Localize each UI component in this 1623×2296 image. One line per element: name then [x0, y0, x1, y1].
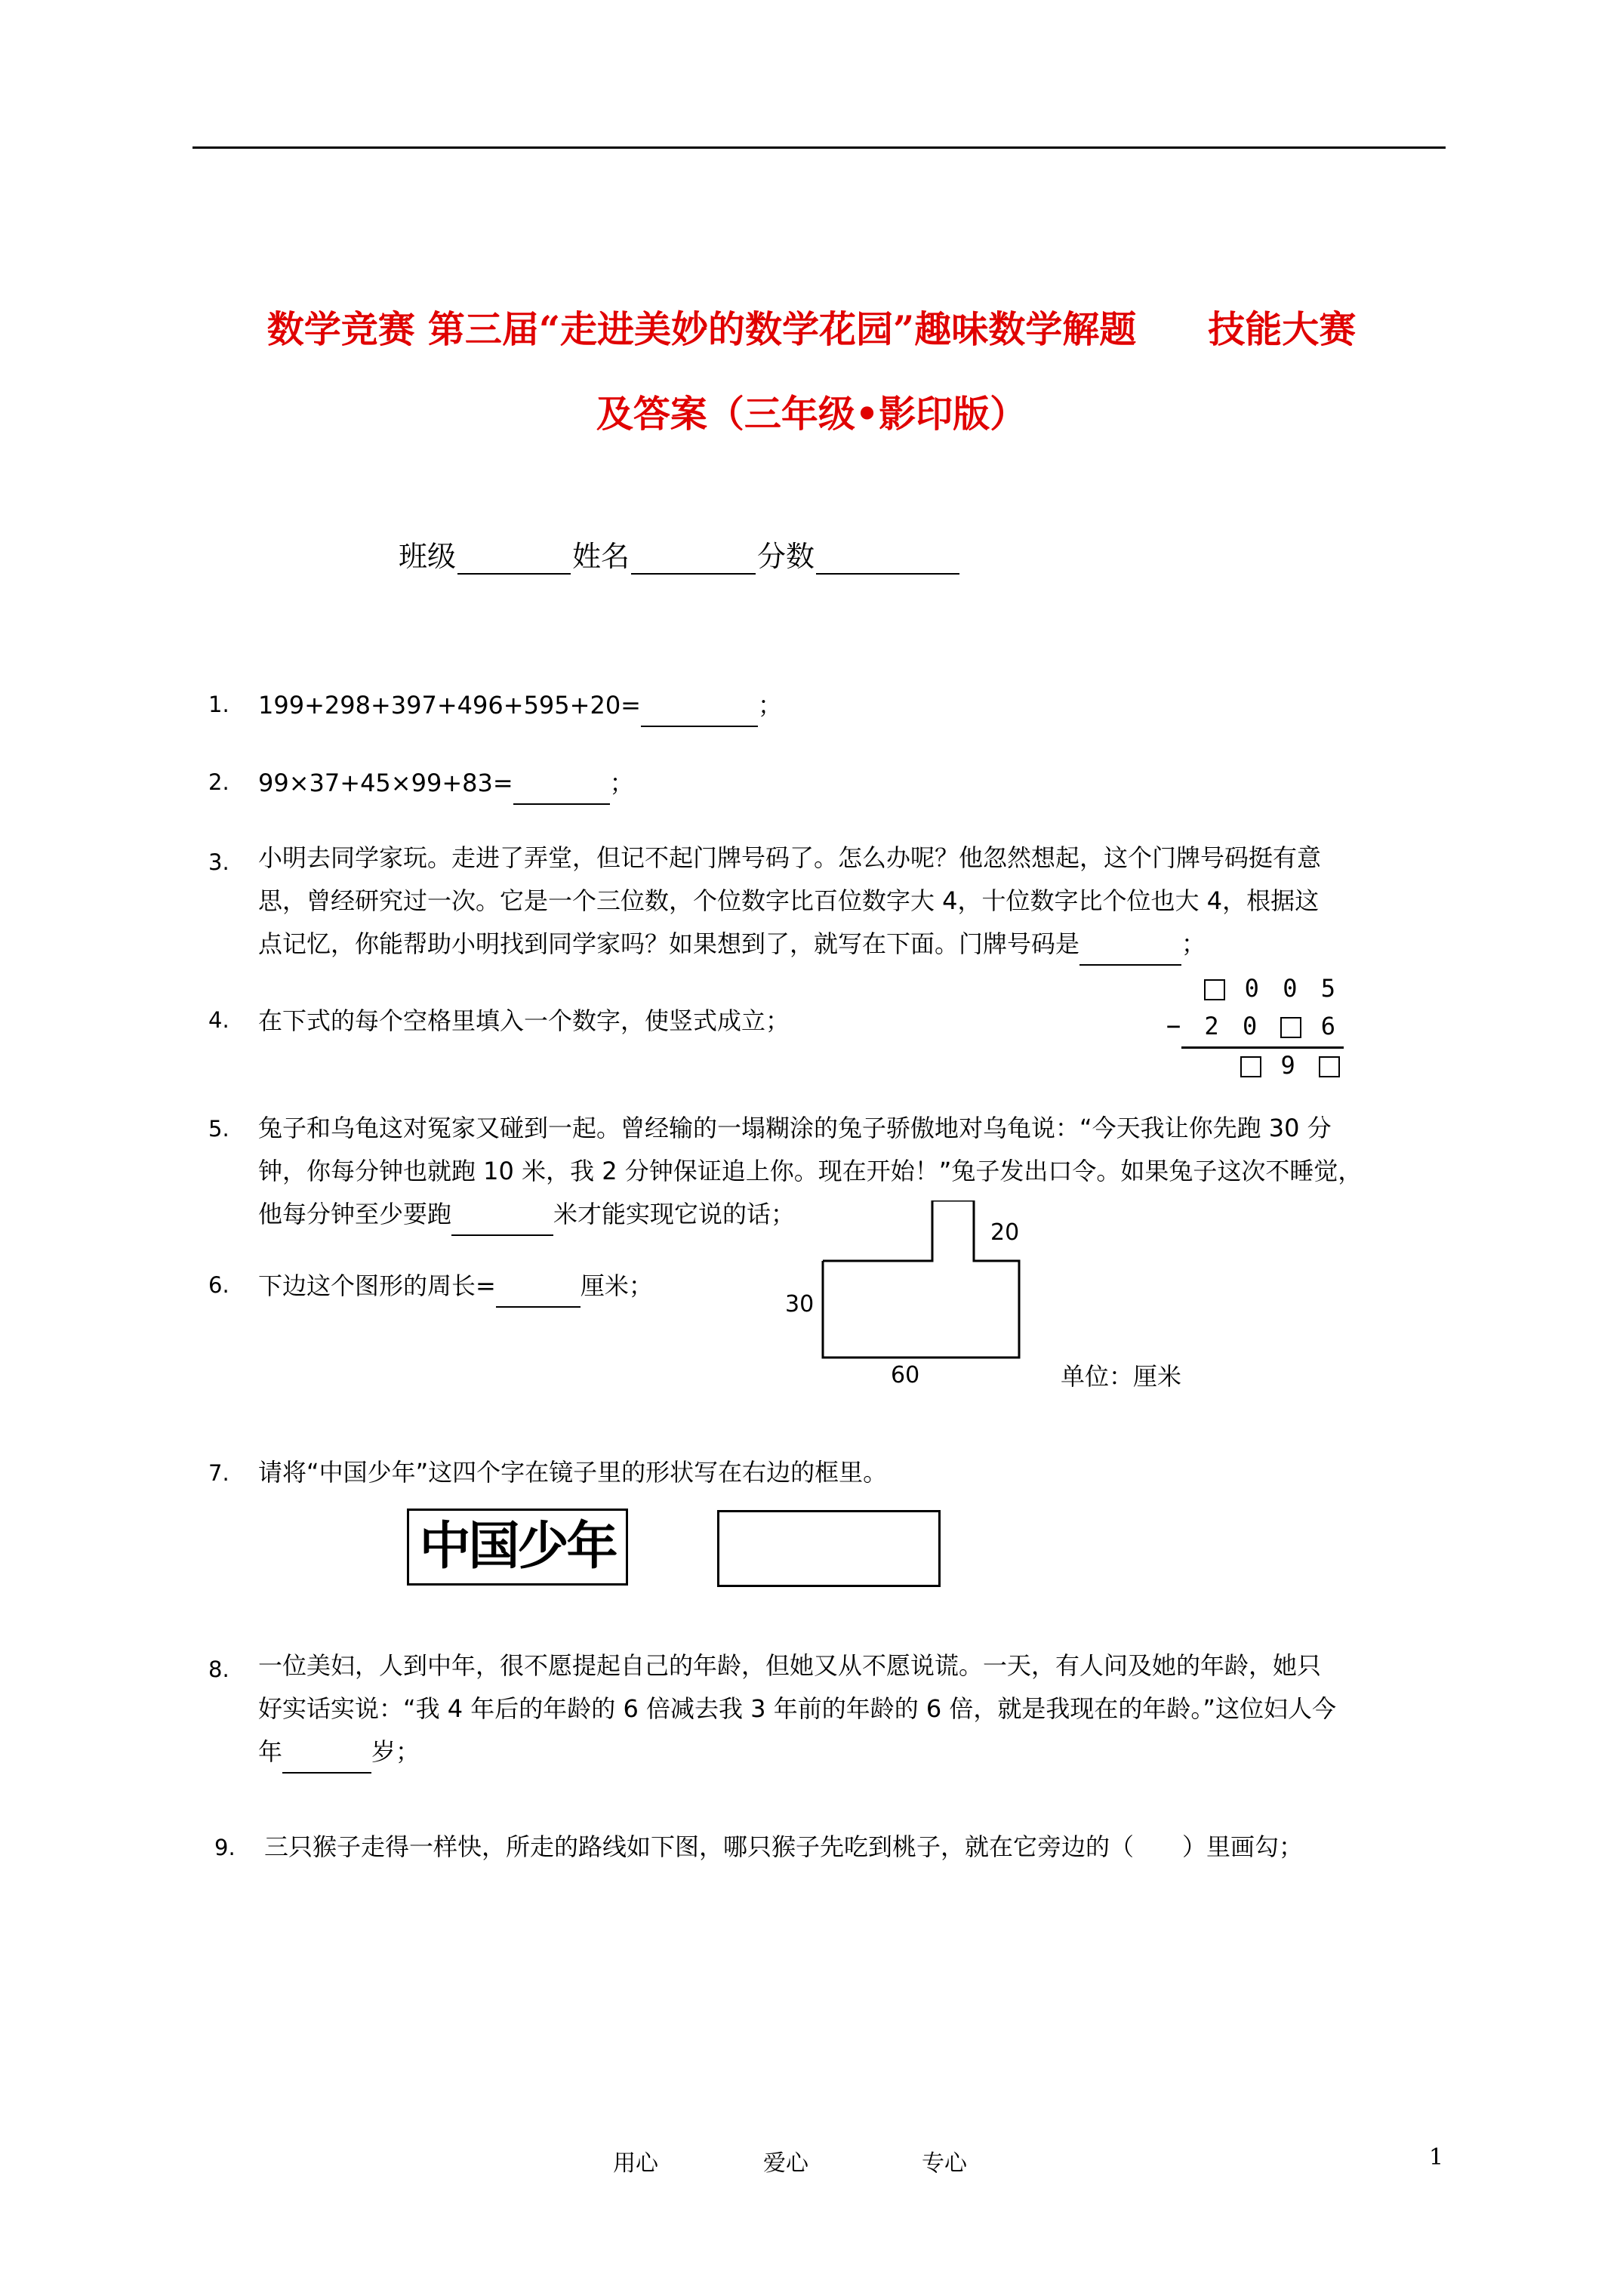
question-8-line-2: 好实话实说：“我 4 年后的年龄的 6 倍减去我 3 年前的年龄的 6 倍，就是我现在的年龄。”这位妇人今 [258, 1694, 1336, 1723]
answer-blank-5 [451, 1210, 553, 1236]
arith-row-2-last: 6 [1320, 1012, 1340, 1040]
question-6 [258, 1265, 653, 1308]
question-number-5: 5. [208, 1116, 229, 1142]
question-8-line-3-text: 年 [258, 1737, 283, 1766]
question-9: 三只猴子走得一样快，所走的路线如下图，哪只猴子先吃到桃子，就在它旁边的（ ）里画勾； [264, 1832, 1304, 1861]
blank-box [1240, 1056, 1261, 1077]
question-number-2: 2. [208, 769, 229, 795]
question-3-line-2: 思，曾经研究过一次。它是一个三位数，个位数字比百位数字大 4，十位数字比个位也大 4，根据这 [258, 886, 1320, 915]
label-30: 30 [785, 1291, 815, 1318]
question-8-line-1: 一位美妇，人到中年，很不愿提起自己的年龄，但她又从不愿说谎。一天，有人问及她的年龄，她只 [258, 1651, 1322, 1680]
name-blank [631, 544, 756, 575]
question-number-6: 6. [208, 1272, 229, 1298]
question-number-7: 7. [208, 1460, 229, 1486]
header-rule [192, 146, 1446, 149]
question-3 [258, 837, 1321, 966]
question-8 [258, 1644, 1336, 1774]
question-8-line-3 [258, 1730, 1336, 1774]
question-number-4: 4. [208, 1007, 229, 1033]
answer-blank-6 [496, 1282, 581, 1308]
answer-blank-2 [513, 779, 610, 805]
minus-sign: − [1166, 1012, 1186, 1040]
class-blank [457, 544, 571, 575]
student-info-line [399, 533, 961, 575]
blank-box [1204, 979, 1225, 1000]
question-2-tail: ； [609, 769, 634, 797]
question-7: 请将“中国少年”这四个字在镜子里的形状写在右边的框里。 [258, 1458, 888, 1487]
question-1-text: 199+298+397+496+595+20= [258, 691, 641, 720]
title-part-b: 技能大赛 [1208, 307, 1357, 351]
question-number-8: 8. [208, 1657, 229, 1682]
question-3-line-3-text: 点记忆，你能帮助小明找到同学家吗？如果想到了，就写在下面。门牌号码是 [258, 929, 1080, 958]
footer-text-2: 爱心 [763, 2150, 808, 2177]
question-1-tail: ； [757, 691, 782, 720]
blank-box [1319, 1056, 1340, 1077]
question-5-line-3-text: 他每分钟至少要跑 [258, 1200, 452, 1228]
question-8-tail: 岁； [371, 1737, 420, 1766]
answer-blank-3 [1079, 940, 1181, 966]
question-1 [258, 684, 782, 727]
perimeter-figure [785, 1200, 1230, 1397]
question-3-line-3 [258, 923, 1321, 966]
unit-label: 单位：厘米 [1061, 1362, 1182, 1391]
mirror-answer-box[interactable] [717, 1510, 941, 1587]
arith-row-1 [1204, 974, 1340, 1003]
label-20: 20 [990, 1219, 1020, 1246]
question-2-text: 99×37+45×99+83= [258, 769, 513, 797]
question-number-9: 9. [214, 1835, 236, 1860]
question-6-text: 下边这个图形的周长= [258, 1271, 496, 1300]
arith-underline [1181, 1046, 1344, 1049]
question-5-line-1: 兔子和乌龟这对冤家又碰到一起。曾经输的一塌糊涂的兔子骄傲地对乌龟说：“今天我让你先跑 30 分 [258, 1114, 1332, 1142]
label-60: 60 [891, 1362, 920, 1388]
page-number: 1 [1429, 2144, 1444, 2171]
arith-row-2 [1166, 1012, 1340, 1040]
blank-box [1280, 1017, 1301, 1038]
vertical-subtraction [1166, 974, 1340, 1087]
document-title-line2: 及答案（三年级•影印版） [596, 392, 1027, 436]
arith-row-3 [1240, 1051, 1340, 1080]
arith-row-1-digits: 0 0 5 [1244, 974, 1340, 1003]
score-label: 分数 [757, 540, 815, 573]
question-6-tail: 厘米； [580, 1271, 653, 1300]
question-5-tail: 米才能实现它说的话； [553, 1200, 796, 1228]
name-label: 姓名 [572, 540, 630, 573]
question-number-3: 3. [208, 849, 229, 875]
answer-blank-1 [641, 701, 758, 727]
answer-blank-8 [282, 1748, 371, 1774]
question-3-line-1: 小明去同学家玩。走进了弄堂，但记不起门牌号码了。怎么办呢？他忽然想起，这个门牌号码挺有意 [258, 843, 1322, 872]
question-number-1: 1. [208, 692, 229, 717]
question-3-tail: ； [1181, 929, 1206, 958]
document-title-line1 [0, 300, 1623, 353]
footer-text-3: 专心 [922, 2150, 967, 2177]
class-label: 班级 [399, 540, 457, 573]
question-5-line-2: 钟，你每分钟也就跑 10 米，我 2 分钟保证追上你。现在开始！”兔子发出口令。如果兔子这次不睡觉， [258, 1157, 1363, 1185]
title-part-a: 数学竞赛 第三届“走进美妙的数学花园”趣味数学解题 [266, 307, 1137, 351]
question-2 [258, 762, 634, 805]
footer-text-1: 用心 [613, 2150, 658, 2177]
chinese-youth-chars-box: 中国少年 [407, 1509, 628, 1586]
question-4: 在下式的每个空格里填入一个数字，使竖式成立； [258, 1006, 790, 1035]
arith-row-3-digit: 9 [1280, 1051, 1300, 1080]
arith-row-2-digits: 2 0 [1204, 1012, 1262, 1040]
score-blank [816, 544, 959, 575]
